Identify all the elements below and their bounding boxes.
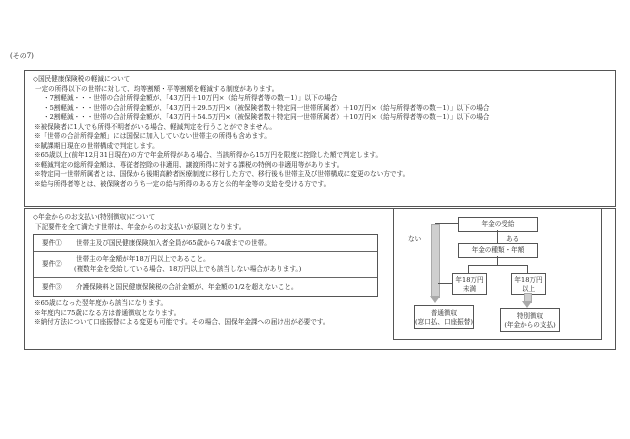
note-salary-earners: ※給与所得者等とは、被保険者のうち一定の給与所得のある方と公的年金等の支給を受ける方です。 xyxy=(34,179,331,188)
flow-split-left xyxy=(468,265,469,273)
flow-no-arrow xyxy=(431,224,440,298)
note-payment-method: ※納付方法について口座振替による変更も可能です。その場合、国保年金課への届け出が必要です。 xyxy=(34,318,330,326)
tax-reduction-section xyxy=(24,70,616,207)
flow-start-label: 年金の受給 xyxy=(481,220,515,228)
flow-over-line2: 以上 xyxy=(521,285,536,293)
flow-type-label: 年金の種類・年額 xyxy=(471,246,525,254)
requirement-text: 介護保険料と国民健康保険税の合計金額が、年金額の1/2を超えないこと。 xyxy=(76,283,298,291)
note-age-75: ※年度内に75歳になる方は普通徴収となります。 xyxy=(34,308,181,317)
note-household-income: ※「世帯の合計所得金額」には国保に加入していない世帯主の所得も含めます。 xyxy=(34,132,271,140)
flow-over-box xyxy=(511,273,546,295)
flow-special-line1: 特別徴収 xyxy=(516,312,544,320)
flow-under-box xyxy=(452,273,487,295)
requirement-text: 世帯主及び国民健康保険加入者全員が65歳から74歳までの世帯。 xyxy=(76,239,271,247)
requirement-row xyxy=(34,277,377,297)
section2-title: ◇年金からのお支払い(特別徴収)について xyxy=(33,213,156,221)
flow-no-arrow-head xyxy=(430,296,440,303)
requirement-row xyxy=(34,251,377,278)
requirement-label: 要件① xyxy=(42,239,62,247)
page-label: (その7) xyxy=(10,52,34,60)
requirement-label: 要件② xyxy=(42,260,62,268)
reduction-item-2: ・2割軽減・・・世帯の合計所得金額が、「43万円＋54.5万円×（被保険者数＋特定同一世帯所属者）＋10万円×（給与所得者等の数－1）」以下の場合 xyxy=(43,113,490,121)
note-total-income: ※軽減判定の総所得金額は、専従者控除の非適用、譲渡所得に対する課税の特例の非適用等があります。 xyxy=(34,160,344,169)
flow-special-line2: (年金からの支払) xyxy=(504,321,556,329)
requirement-text-note: (複数年金を受給している場合、18万円以上でも該当しない場合があります。) xyxy=(74,264,302,273)
reduction-item-7: ・7割軽減・・・世帯の合計所得金額が、「43万円＋10万円×（給与所得者等の数－1）」以下の場合 xyxy=(43,94,338,102)
flow-under-line1: 年18万円 xyxy=(455,276,484,284)
flow-no-label: ない xyxy=(408,235,422,243)
note-pension-deduction: ※65歳以上(前年12月31日現在)の方で年金所得がある場合、当該所得から15万円を限度に控除した額で判定します。 xyxy=(34,151,383,159)
flow-under-line2: 未満 xyxy=(462,285,477,293)
flow-type-box xyxy=(458,243,538,258)
flow-start-box xyxy=(458,217,538,232)
requirement-text: 世帯主の年金額が年18万円以上であること。 xyxy=(76,255,210,263)
flow-split-horizontal xyxy=(468,265,527,266)
flow-normal-line1: 普通徴収 xyxy=(430,309,458,317)
section1-title: ◇国民健康保険税の軽減について xyxy=(33,75,131,83)
note-unknown-income: ※被保険者に1人でも所得不明者がいる場合、軽減判定を行うことができません。 xyxy=(34,122,276,131)
note-household-composition: ※賦課期日現在の世帯構成で判定します。 xyxy=(34,141,159,150)
requirements-table xyxy=(33,234,378,297)
requirement-label: 要件③ xyxy=(42,283,62,291)
flow-over-line1: 年18万円 xyxy=(514,276,543,284)
flow-split-vertical xyxy=(497,256,498,265)
note-age-65: ※65歳になった翌年度から該当になります。 xyxy=(34,299,168,307)
note-specific-member: ※特定同一世帯所属者とは、国保から後期高齢者医療制度に移行した方で、移行後も世帯主及び世帯構成に変更のない方です。 xyxy=(34,170,410,178)
section2-intro: 下記要件を全て満たす世帯は、年金からのお支払いが原則となります。 xyxy=(35,222,246,231)
flow-over-arrow-head xyxy=(522,301,532,308)
flow-yes-label: ある xyxy=(506,235,520,243)
flow-special-box xyxy=(500,308,560,332)
requirement-row xyxy=(34,235,377,251)
section1-intro: 一定の所得以下の世帯に対して、均等割額・平等割額を軽減する制度があります。 xyxy=(35,84,279,93)
reduction-item-5: ・5割軽減・・・世帯の合計所得金額が、「43万円＋29.5万円×（被保険者数＋特定同一世帯所属者）＋10万円×（給与所得者等の数－1）」以下の場合 xyxy=(43,103,490,112)
flow-split-right xyxy=(527,265,528,273)
flow-normal-box xyxy=(414,305,474,329)
flow-normal-line2: (窓口払、口座振替) xyxy=(415,318,473,326)
flow-under-to-normal-h xyxy=(438,283,452,284)
flow-yes-line xyxy=(497,230,498,243)
pension-flowchart xyxy=(393,208,602,340)
